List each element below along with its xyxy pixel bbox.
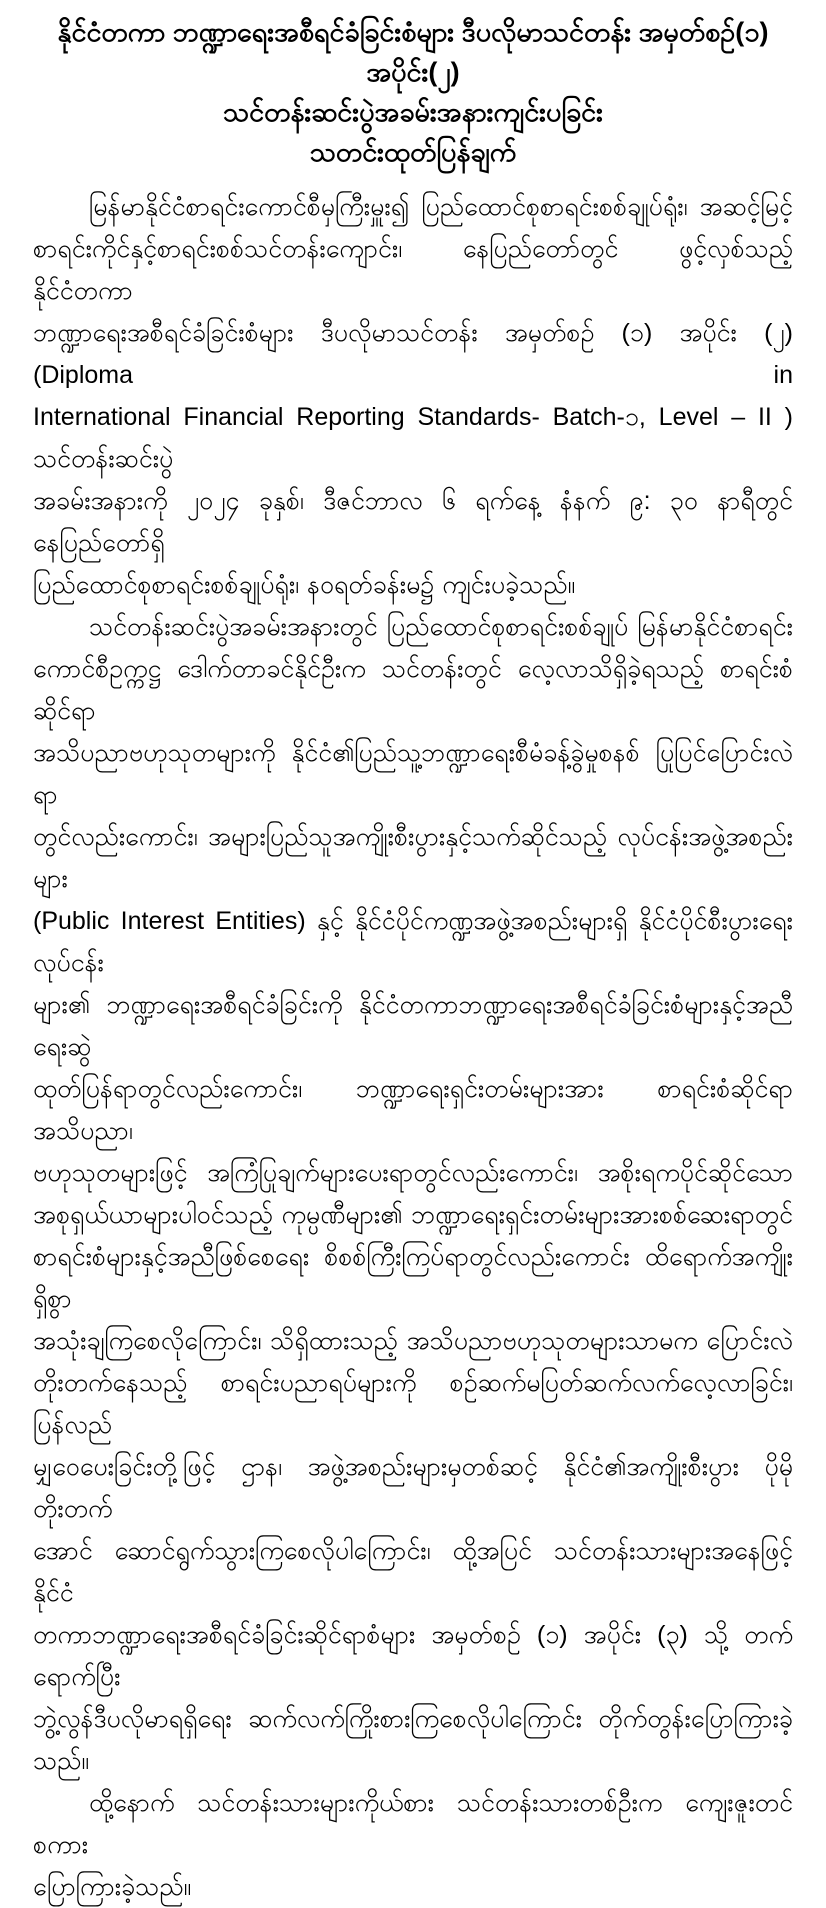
text-line: ပြည်ထောင်စုစာရင်းစစ်ချုပ်ရုံး၊ နဝရတ်ခန်းမ၌ ကျင်းပခဲ့သည်။ (33, 571, 576, 599)
text-line: ထုတ်ပြန်ရာတွင်လည်းကောင်း၊ ဘဏ္ဍာရေးရှင်းတမ်းများအား စာရင်းစံဆိုင်ရာ အသိပညာ၊ (33, 1075, 793, 1145)
text-line: အသိပညာဗဟုသုတများကို နိုင်ငံ၏ပြည်သူ့ဘဏ္ဍာရေးစီမံခန့်ခွဲမှုစနစ် ပြုပြင်ပြောင်းလဲရာ (33, 739, 793, 809)
text-line: ပြောကြားခဲ့သည်။ (33, 1873, 192, 1901)
title-line-2: သင်တန်းဆင်းပွဲအခမ်းအနားကျင်းပခြင်း (223, 97, 603, 127)
text-line: အစုရှယ်ယာများပါဝင်သည့် ကုမ္ပဏီများ၏ ဘဏ္ဍာရေးရှင်းတမ်းများအားစစ်ဆေးရာတွင် (33, 1201, 793, 1229)
text-line: စာရင်းကိုင်နှင့်စာရင်းစစ်သင်တန်းကျောင်း၊ နေပြည်တော်တွင် ဖွင့်လှစ်သည့် နိုင်ငံတကာ (33, 235, 793, 305)
text-line: ဘဏ္ဍာရေးအစီရင်ခံခြင်းစံများ ဒီပလိုမာသင်တန်း အမှတ်စဉ် (၁) အပိုင်း (၂) (Diploma in (33, 319, 793, 389)
text-line: ကောင်စီဥက္ကဋ္ဌ ဒေါက်တာခင်နိုင်ဦးက သင်တန်းတွင် လေ့လာသိရှိခဲ့ရသည့် စာရင်းစံဆိုင်ရာ (33, 655, 793, 725)
text-line: တိုးတက်နေသည့် စာရင်းပညာရပ်များကို စဉ်ဆက်မပြတ်ဆက်လက်လေ့လာခြင်း၊ ပြန်လည် (33, 1369, 793, 1439)
text-line: တွင်လည်းကောင်း၊ အများပြည်သူအကျိုးစီးပွားနှင့်သက်ဆိုင်သည့် လုပ်ငန်းအဖွဲ့အစည်းများ (33, 823, 793, 893)
text-line: ဗဟုသုတများဖြင့် အကြံပြုချက်များပေးရာတွင်လည်းကောင်း၊ အစိုးရကပိုင်ဆိုင်သော (33, 1159, 793, 1187)
text-line: တကာဘဏ္ဍာရေးအစီရင်ခံခြင်းဆိုင်ရာစံများ အမှတ်စဉ် (၁) အပိုင်း (၃) သို့ တက်ရောက်ပြီး (33, 1621, 793, 1691)
text-line: သည်။ (33, 1747, 89, 1775)
text-line: ထို့နောက် သင်တန်းသားများကိုယ်စား သင်တန်းသားတစ်ဦးက ကျေးဇူးတင်စကား (33, 1789, 793, 1859)
text-line: မျှဝေပေးခြင်းတို့ဖြင့် ဌာန၊ အဖွဲ့အစည်းများမှတစ်ဆင့် နိုင်ငံ၏အကျိုးစီးပွား ပိုမိုတိုးတက် (33, 1453, 793, 1523)
text-line: အခမ်းအနားကို ၂၀၂၄ ခုနှစ်၊ ဒီဇင်ဘာလ ၆ ရက်နေ့ နံနက် ၉: ၃၀ နာရီတွင် နေပြည်တော်ရှိ (33, 487, 793, 557)
text-line: အသုံးချကြစေလိုကြောင်း၊ သိရှိထားသည့် အသိပညာဗဟုသုတများသာမက ပြောင်းလဲ (33, 1327, 793, 1355)
document-body (33, 186, 793, 1908)
paragraph (33, 186, 793, 606)
document-title (33, 12, 793, 172)
text-line: (Public Interest Entities) နှင့် နိုင်ငံပိုင်ကဏ္ဍအဖွဲ့အစည်းများရှိ နိုင်ငံပိုင်စီးပွားရေးလုပ်ငန်း (33, 907, 793, 977)
text-line: သင်တန်းဆင်းပွဲအခမ်းအနားတွင် ပြည်ထောင်စုစာရင်းစစ်ချုပ် မြန်မာနိုင်ငံစာရင်း (89, 613, 793, 641)
text-line: ဘွဲ့လွန်ဒီပလိုမာရရှိရေး ဆက်လက်ကြိုးစားကြစေလိုပါကြောင်း တိုက်တွန်းပြောကြားခဲ့ (33, 1705, 793, 1733)
text-line: များ၏ ဘဏ္ဍာရေးအစီရင်ခံခြင်းကို နိုင်ငံတကာဘဏ္ဍာရေးအစီရင်ခံခြင်းစံများနှင့်အညီ ရေးဆွဲ (33, 991, 793, 1061)
text-line: စာရင်းစံများနှင့်အညီဖြစ်စေရေး စိစစ်ကြီးကြပ်ရာတွင်လည်းကောင်း ထိရောက်အကျိုးရှိစွာ (33, 1243, 793, 1313)
text-line: အောင် ဆောင်ရွက်သွားကြစေလိုပါကြောင်း၊ ထို့အပြင် သင်တန်းသားများအနေဖြင့် နိုင်ငံ (33, 1537, 793, 1607)
paragraph (33, 606, 793, 1782)
paragraph (33, 1782, 793, 1908)
text-line: International Financial Reporting Standards- Batch-၁, Level – II ) သင်တန်းဆင်းပွဲ (33, 403, 793, 473)
text-line: မြန်မာနိုင်ငံစာရင်းကောင်စီမှကြီးမှူး၍ ပြည်ထောင်စုစာရင်းစစ်ချုပ်ရုံး၊ အဆင့်မြင့် (89, 193, 793, 221)
title-line-3: သတင်းထုတ်ပြန်ချက် (309, 137, 517, 167)
title-line-1: နိုင်ငံတကာ ဘဏ္ဍာရေးအစီရင်ခံခြင်းစံများ ဒီပလိုမာသင်တန်း အမှတ်စဉ်(၁) အပိုင်း(၂) (57, 17, 769, 87)
